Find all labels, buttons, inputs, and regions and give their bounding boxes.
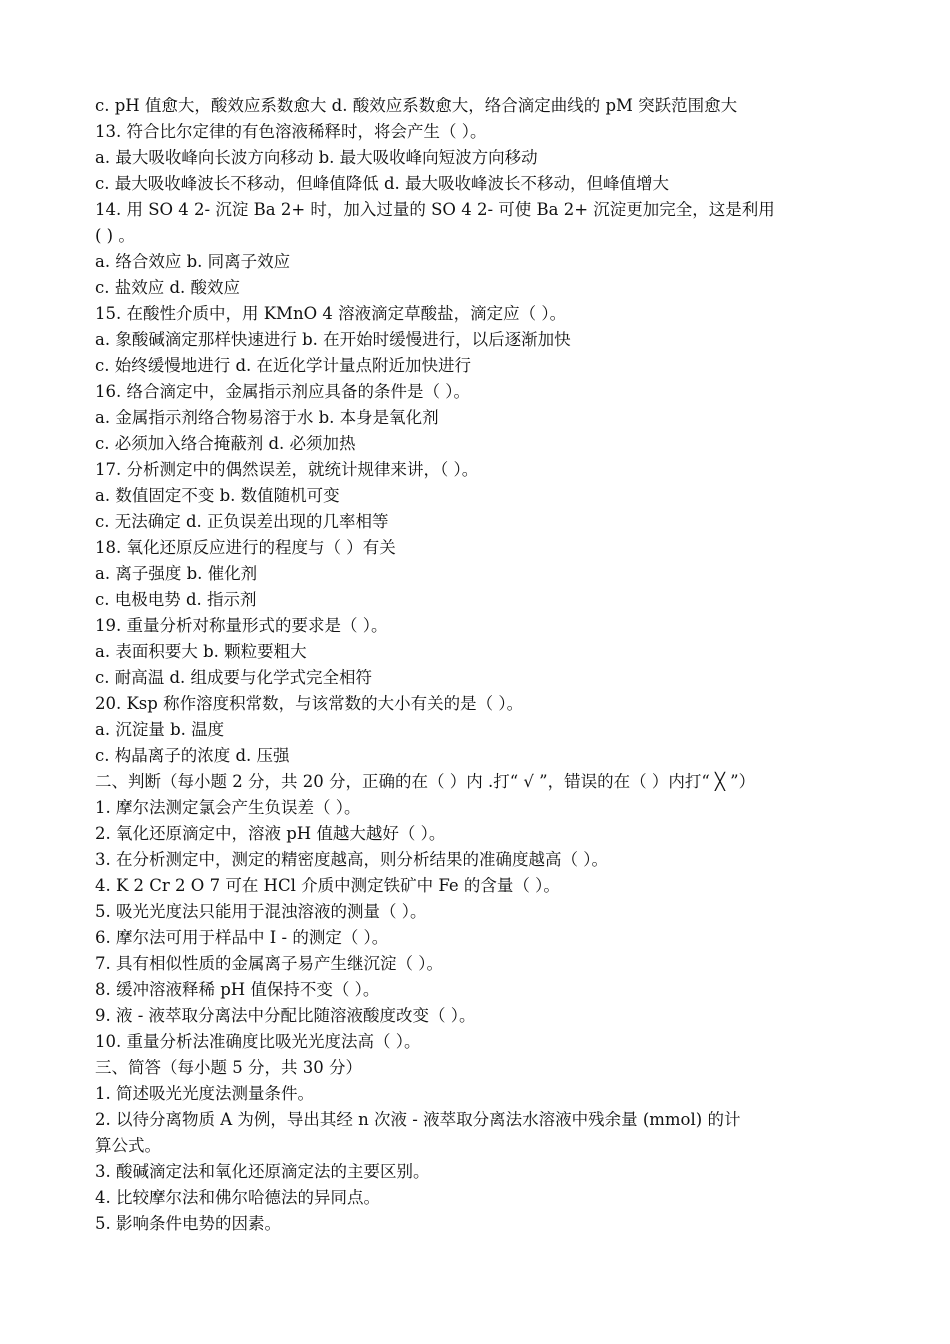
text-line: c. 始终缓慢地进行 d. 在近化学计量点附近加快进行 — [95, 356, 472, 375]
text-line: c. 最大吸收峰波长不移动，但峰值降低 d. 最大吸收峰波长不移动，但峰值增大 — [95, 174, 670, 193]
short-answer-item: 2. 以待分离物质 A 为例，导出其经 n 次液 - 液萃取分离法水溶液中残余量 (mmol) 的计 — [95, 1110, 741, 1129]
text-line: c. 构晶离子的浓度 d. 压强 — [95, 746, 290, 765]
short-answer-item: 1. 简述吸光光度法测量条件。 — [95, 1084, 314, 1103]
text-line: a. 最大吸收峰向长波方向移动 b. 最大吸收峰向短波方向移动 — [95, 148, 538, 167]
question-20: 20. Ksp 称作溶度积常数，与该常数的大小有关的是（ ）。 — [95, 694, 524, 713]
text-line: c. 电极电势 d. 指示剂 — [95, 590, 257, 609]
judgment-item: 6. 摩尔法可用于样品中 I - 的测定（ ）。 — [95, 928, 389, 947]
document-page — [95, 93, 860, 1237]
text-line: c. 耐高温 d. 组成要与化学式完全相符 — [95, 668, 373, 687]
text-line: c. pH 值愈大，酸效应系数愈大 d. 酸效应系数愈大，络合滴定曲线的 pM 突跃范围愈大 — [95, 96, 738, 115]
text-line: ( ) 。 — [95, 226, 135, 245]
text-line: c. 必须加入络合掩蔽剂 d. 必须加热 — [95, 434, 356, 453]
section-heading-judgment: 二、判断（每小题 2 分，共 20 分，正确的在（ ）内 .打“ √ ”，错误的在（ ）内打“ ╳ ”） — [95, 772, 756, 791]
section-heading-short-answer: 三、简答（每小题 5 分，共 30 分） — [95, 1058, 362, 1077]
judgment-item: 7. 具有相似性质的金属离子易产生继沉淀（ ）。 — [95, 954, 443, 973]
text-line: a. 离子强度 b. 催化剂 — [95, 564, 258, 583]
question-15: 15. 在酸性介质中，用 KMnO 4 溶液滴定草酸盐，滴定应（ ）。 — [95, 304, 567, 323]
text-line: a. 表面积要大 b. 颗粒要粗大 — [95, 642, 307, 661]
judgment-item: 9. 液 - 液萃取分离法中分配比随溶液酸度改变（ ）。 — [95, 1006, 476, 1025]
text-line: a. 象酸碱滴定那样快速进行 b. 在开始时缓慢进行，以后逐渐加快 — [95, 330, 571, 349]
judgment-item: 10. 重量分析法准确度比吸光光度法高（ ）。 — [95, 1032, 421, 1051]
text-line: a. 沉淀量 b. 温度 — [95, 720, 225, 739]
question-13: 13. 符合比尔定律的有色溶液稀释时，将会产生（ ）。 — [95, 122, 487, 141]
text-line: 算公式。 — [95, 1136, 161, 1155]
question-19: 19. 重量分析对称量形式的要求是（ ）。 — [95, 616, 388, 635]
judgment-item: 8. 缓冲溶液释稀 pH 值保持不变（ ）。 — [95, 980, 380, 999]
judgment-item: 3. 在分析测定中，测定的精密度越高，则分析结果的准确度越高（ ）。 — [95, 850, 608, 869]
question-14: 14. 用 SO 4 2- 沉淀 Ba 2+ 时，加入过量的 SO 4 2- 可使 Ba 2+ 沉淀更加完全，这是利用 — [95, 200, 775, 219]
question-17: 17. 分析测定中的偶然误差，就统计规律来讲，（ ）。 — [95, 460, 479, 479]
text-line: a. 络合效应 b. 同离子效应 — [95, 252, 291, 271]
short-answer-item: 3. 酸碱滴定法和氧化还原滴定法的主要区别。 — [95, 1162, 430, 1181]
short-answer-item: 4. 比较摩尔法和佛尔哈德法的异同点。 — [95, 1188, 380, 1207]
judgment-item: 1. 摩尔法测定氯会产生负误差（ ）。 — [95, 798, 361, 817]
judgment-item: 5. 吸光光度法只能用于混浊溶液的测量（ ）。 — [95, 902, 427, 921]
text-line: c. 无法确定 d. 正负误差出现的几率相等 — [95, 512, 389, 531]
text-line: a. 数值固定不变 b. 数值随机可变 — [95, 486, 340, 505]
text-line: c. 盐效应 d. 酸效应 — [95, 278, 241, 297]
question-18: 18. 氧化还原反应进行的程度与（ ）有关 — [95, 538, 396, 557]
question-16: 16. 络合滴定中，金属指示剂应具备的条件是（ ）。 — [95, 382, 470, 401]
text-line: a. 金属指示剂络合物易溶于水 b. 本身是氧化剂 — [95, 408, 439, 427]
judgment-item: 2. 氧化还原滴定中，溶液 pH 值越大越好（ ）。 — [95, 824, 446, 843]
short-answer-item: 5. 影响条件电势的因素。 — [95, 1214, 281, 1233]
judgment-item: 4. K 2 Cr 2 O 7 可在 HCl 介质中测定铁矿中 Fe 的含量（ ）。 — [95, 876, 560, 895]
